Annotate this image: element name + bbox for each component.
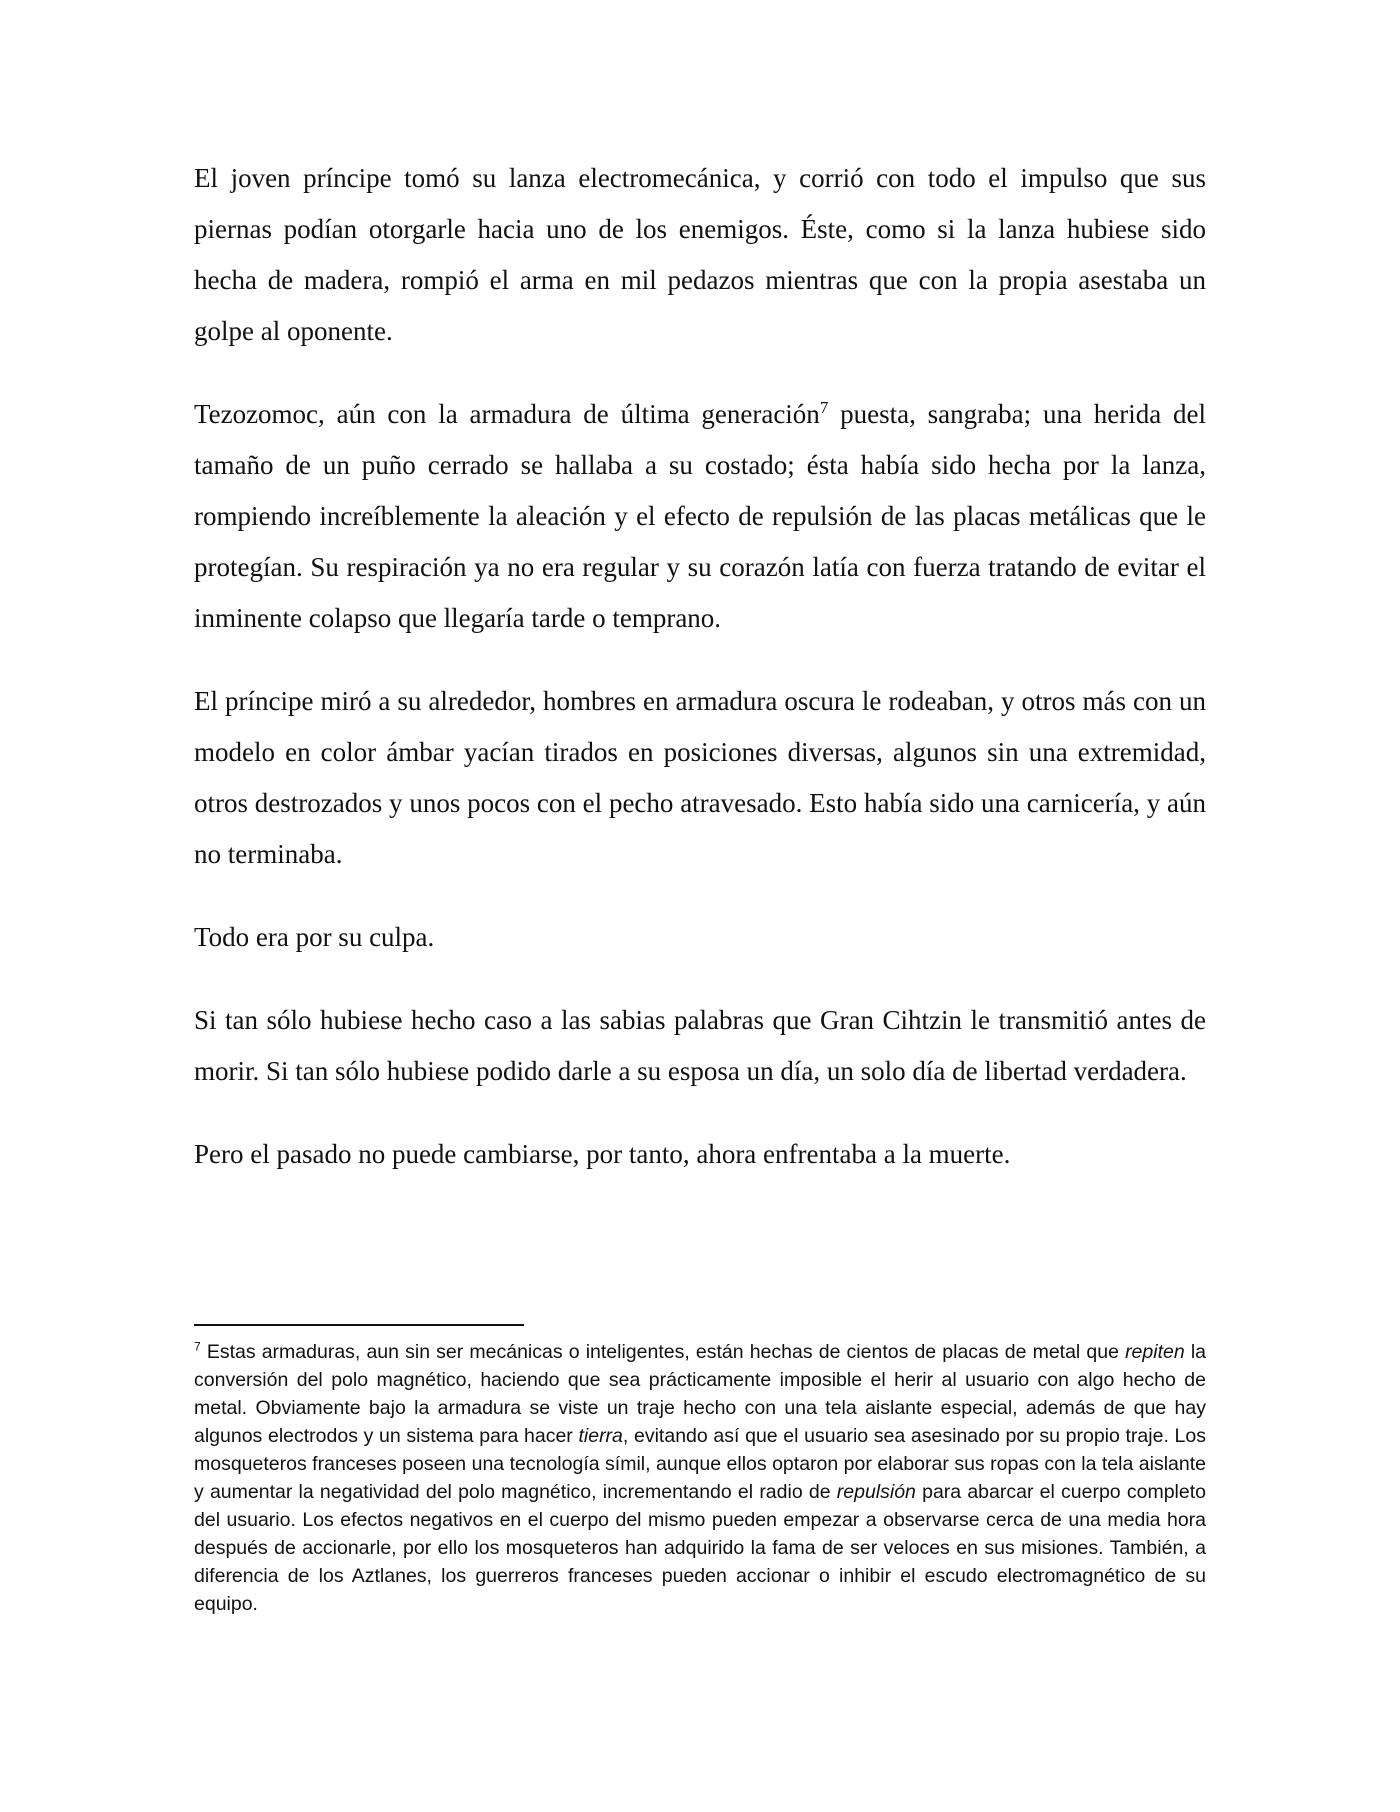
footnote-text-4: para abarcar el cuerpo completo del usuario. Los efectos negativos en el cuerpo del mismo pueden empezar a observarse cerca de una media hora después de accionarle, por ello los mosqueteros han adquirido la fama de ser veloces en sus misiones. También, a diferencia de los Aztlanes, los guerreros franceses pueden accionar o inhibir el escudo electromagnético de su equipo. (194, 1481, 1206, 1615)
footnote-italic-3: repulsión (836, 1481, 916, 1503)
footnote (194, 1338, 1206, 1618)
footnote-text-1: Estas armaduras, aun sin ser mecánicas o inteligentes, están hechas de cientos de placas de metal que (200, 1341, 1126, 1363)
footnote-italic-2: tierra (578, 1425, 623, 1447)
paragraph-2-text-b: puesta, sangraba; una herida del tamaño de un puño cerrado se hallaba a su costado; ésta había sido hecha por la lanza, rompiendo increíblemente la aleación y el efecto de repulsión de las placas metálicas que le protegían. Su respiración ya no era regular y su corazón latía con fuerza tratando de evitar el inminente colapso que llegaría tarde o temprano. (194, 399, 1207, 633)
footnote-reference: 7 (819, 398, 829, 417)
paragraph-4: Todo era por su culpa. (194, 922, 435, 952)
footnote-number: 7 (194, 1339, 201, 1354)
footnote-italic-1: repiten (1125, 1341, 1185, 1363)
paragraph-2 (194, 389, 1206, 644)
paragraph-2-text-a: Tezozomoc, aún con la armadura de última generación (194, 399, 820, 429)
paragraph-5: Si tan sólo hubiese hecho caso a las sabias palabras que Gran Cihtzin le transmitió antes de morir. Si tan sólo hubiese podido darle a su esposa un día, un solo día de libertad verdadera. (194, 1005, 1206, 1086)
footnote-text-2: la conversión del polo magnético, haciendo que sea prácticamente imposible el herir al usuario con algo hecho de metal. Obviamente bajo la armadura se viste un traje hecho con una tela aislante especial, además de que hay algunos electrodos y un sistema para hacer (194, 1341, 1206, 1447)
paragraph-1: El joven príncipe tomó su lanza electromecánica, y corrió con todo el impulso que sus piernas podían otorgarle hacia uno de los enemigos. Éste, como si la lanza hubiese sido hecha de madera, rompió el arma en mil pedazos mientras que con la propia asestaba un golpe al oponente. (194, 163, 1206, 346)
footnote-separator (194, 1324, 524, 1326)
body-text (194, 153, 1206, 1212)
paragraph-6: Pero el pasado no puede cambiarse, por tanto, ahora enfrentaba a la muerte. (194, 1139, 1011, 1169)
footnote-text-3: , evitando así que el usuario sea asesinado por su propio traje. Los mosqueteros franceses poseen una tecnología símil, aunque ellos optaron por elaborar sus ropas con la tela aislante y aumentar la negatividad del polo magnético, incrementando el radio de (194, 1425, 1206, 1503)
paragraph-3: El príncipe miró a su alrededor, hombres en armadura oscura le rodeaban, y otros más con un modelo en color ámbar yacían tirados en posiciones diversas, algunos sin una extremidad, otros destrozados y unos pocos con el pecho atravesado. Esto había sido una carnicería, y aún no terminaba. (194, 686, 1206, 869)
